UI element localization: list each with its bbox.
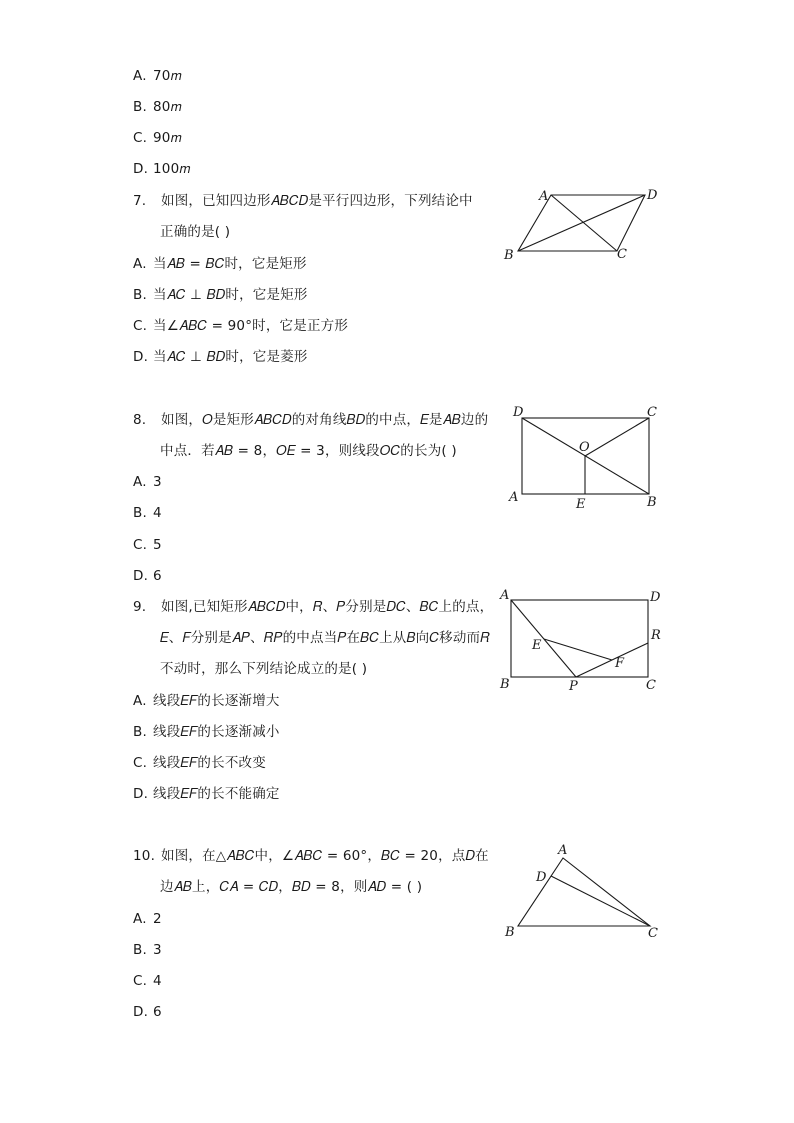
q8-rectangle-figure: [504, 400, 674, 515]
q7-option-b: B. 当𝐴𝐶 ⊥ 𝐵𝐷时，它是矩形: [133, 287, 308, 303]
q7-parallelogram-figure: [500, 182, 670, 266]
label-a: A: [509, 490, 519, 505]
label-c: C: [647, 405, 657, 420]
label-c: C: [648, 926, 658, 941]
q6-option-c: C. 90𝑚: [133, 130, 182, 146]
label-p: P: [569, 679, 578, 694]
q8-option-b: B. 4: [133, 505, 162, 521]
q8-option-d: D. 6: [133, 568, 162, 584]
label-c: C: [617, 247, 627, 262]
q9-stem-cont-1: 𝐸、𝐹分别是𝐴𝑃、𝑅𝑃的中点当𝑃在𝐵𝐶上从𝐵向𝐶移动而𝑅: [160, 630, 491, 646]
q8-stem: 8. 如图，𝑂是矩形𝐴𝐵𝐶𝐷的对角线𝐵𝐷的中点，𝐸是𝐴𝐵边的: [133, 412, 489, 428]
q6-option-d: D. 100𝑚: [133, 161, 191, 177]
segment-cd: [551, 876, 650, 926]
segment-ap: [511, 600, 576, 677]
label-a: A: [539, 189, 549, 204]
label-d: D: [647, 188, 658, 203]
segment-ef: [544, 639, 612, 660]
q9-option-b: B. 线段𝐸𝐹的长逐渐减小: [133, 724, 280, 740]
q10-option-a: A. 2: [133, 911, 162, 927]
q9-stem: 9. 如图,已知矩形𝐴𝐵𝐶𝐷中，𝑅、𝑃分别是𝐷𝐶、𝐵𝐶上的点，: [133, 599, 494, 615]
label-b: B: [647, 495, 657, 510]
label-a: A: [558, 843, 568, 858]
q9-option-d: D. 线段𝐸𝐹的长不能确定: [133, 786, 280, 802]
q10-stem: 10. 如图，在△𝐴𝐵𝐶中，∠𝐴𝐵𝐶 = 60°，𝐵𝐶 = 20，点𝐷在: [133, 848, 489, 864]
q10-option-b: B. 3: [133, 942, 162, 958]
q6-option-a: A. 70𝑚: [133, 68, 182, 84]
label-f: F: [615, 656, 625, 671]
q10-option-d: D. 6: [133, 1004, 162, 1020]
label-b: B: [504, 248, 514, 263]
q9-option-a: A. 线段𝐸𝐹的长逐渐增大: [133, 693, 280, 709]
q9-rectangle-figure: [496, 586, 676, 696]
label-c: C: [646, 678, 656, 693]
q7-stem-cont: 正确的是( ): [160, 224, 231, 240]
q9-stem-cont-2: 不动时，那么下列结论成立的是( ): [160, 661, 368, 677]
label-a: A: [500, 588, 510, 603]
q8-stem-cont: 中点．若𝐴𝐵 = 8，𝑂𝐸 = 3，则线段𝑂𝐶的长为( ): [160, 443, 457, 459]
segment-oc: [585, 418, 649, 456]
q8-option-a: A. 3: [133, 474, 162, 490]
q6-option-b: B. 80𝑚: [133, 99, 182, 115]
q10-option-c: C. 4: [133, 973, 162, 989]
label-d: D: [650, 590, 661, 605]
label-b: B: [505, 925, 515, 940]
q8-option-c: C. 5: [133, 537, 162, 553]
q7-option-a: A. 当𝐴𝐵 = 𝐵𝐶时，它是矩形: [133, 256, 307, 272]
label-r: R: [651, 628, 661, 643]
label-b: B: [500, 677, 510, 692]
diagonal-ac: [551, 195, 617, 251]
label-e: E: [576, 497, 586, 512]
q10-stem-cont: 边𝐴𝐵上，𝐶𝐴 = 𝐶𝐷，𝐵𝐷 = 8，则𝐴𝐷 = ( ): [160, 879, 423, 895]
q7-option-c: C. 当∠𝐴𝐵𝐶 = 90°时，它是正方形: [133, 318, 349, 334]
label-e: E: [532, 638, 542, 653]
q7-stem: 7. 如图，已知四边形𝐴𝐵𝐶𝐷是平行四边形，下列结论中: [133, 193, 473, 209]
q9-option-c: C. 线段𝐸𝐹的长不改变: [133, 755, 266, 771]
label-d: D: [536, 870, 547, 885]
q10-triangle-figure: [500, 838, 670, 943]
diagonal-bd: [518, 195, 645, 251]
q7-option-d: D. 当𝐴𝐶 ⊥ 𝐵𝐷时，它是菱形: [133, 349, 308, 365]
label-o: O: [579, 440, 590, 455]
label-d: D: [513, 405, 524, 420]
